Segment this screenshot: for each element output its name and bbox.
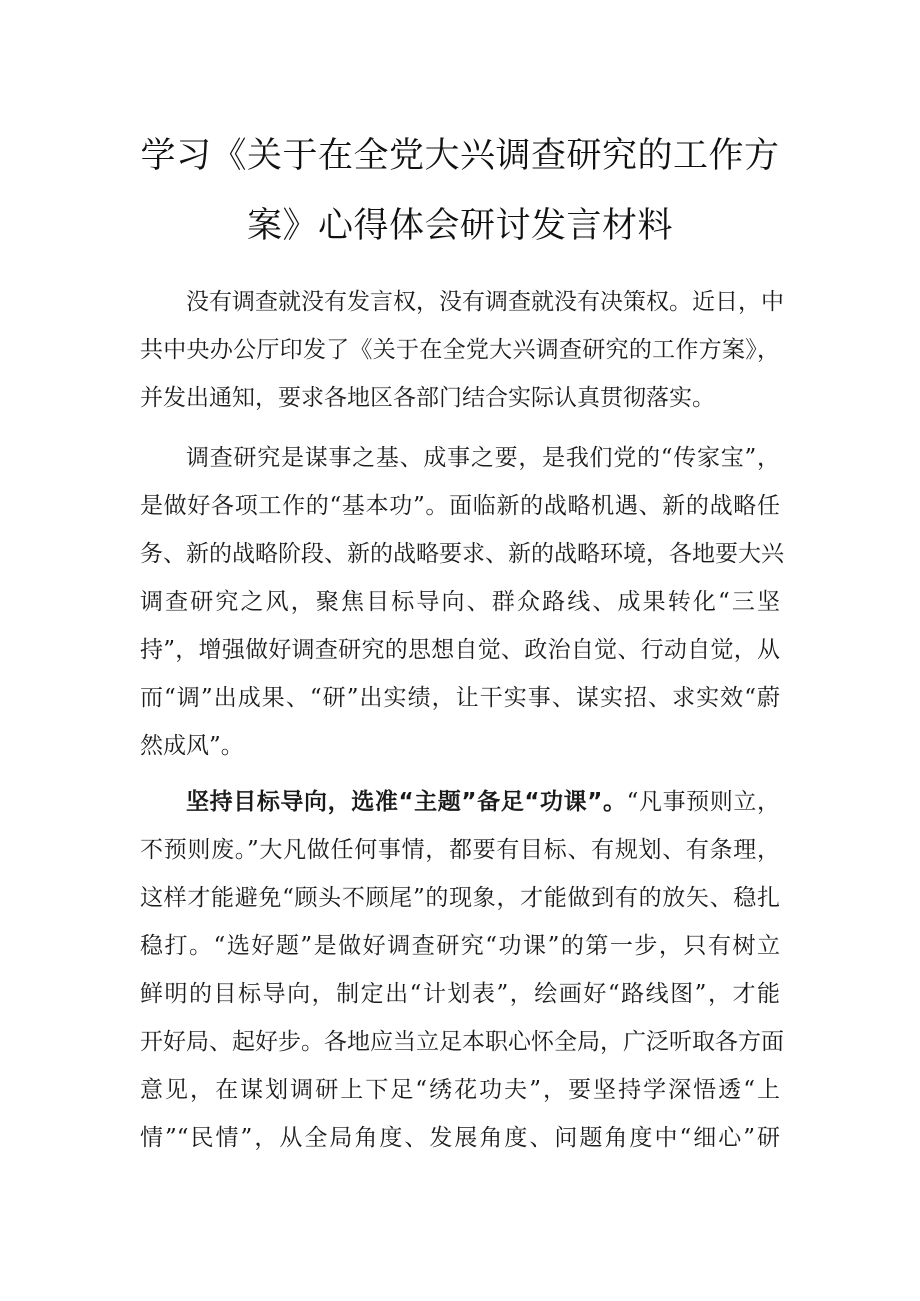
paragraph-line: 调查研究之风，聚焦目标导向、群众路线、成果转化“三坚	[140, 589, 780, 615]
paragraph-line: 开好局、起好步。各地应当立足本职心怀全局，广泛听取各方面	[140, 1029, 784, 1055]
document-title-line-1: 学习《关于在全党大兴调查研究的工作方	[140, 136, 780, 176]
paragraph-line: 并发出通知，要求各地区各部门结合实际认真贯彻落实。	[140, 385, 715, 411]
paragraph-line: 而“调”出成果、“研”出实绩，让干实事、谋实招、求实效“蔚	[140, 685, 780, 711]
paragraph-line: 不预则废。”大凡做任何事情，都要有目标、有规划、有条理，	[140, 837, 780, 863]
paragraph-line: 鲜明的目标导向，制定出“计划表”，绘画好“路线图”，才能	[140, 981, 780, 1007]
paragraph-text: “凡事预则立，	[626, 789, 780, 815]
paragraph-line: 这样才能避免“顾头不顾尾”的现象，才能做到有的放矢、稳扎	[140, 885, 780, 911]
paragraph-line: 情”“民情”，从全局角度、发展角度、问题角度中“细心”研	[140, 1125, 780, 1151]
paragraph-line: 是做好各项工作的“基本功”。面临新的战略机遇、新的战略任	[140, 493, 780, 519]
paragraph-line: 调查研究是谋事之基、成事之要，是我们党的“传家宝”，	[186, 445, 780, 471]
paragraph-line: 共中央办公厅印发了《关于在全党大兴调查研究的工作方案》，	[140, 337, 780, 363]
paragraph-line: 没有调查就没有发言权，没有调查就没有决策权。近日，中	[186, 289, 784, 315]
paragraph-line: 务、新的战略阶段、新的战略要求、新的战略环境，各地要大兴	[140, 541, 784, 567]
paragraph-heading: 坚持目标导向，选准“主题”备足“功课”。	[186, 789, 627, 815]
paragraph-first-line	[186, 778, 780, 826]
document-title-line-2: 案》心得体会研讨发言材料	[246, 206, 673, 246]
paragraph-line: 稳打。“选好题”是做好调查研究“功课”的第一步，只有树立	[140, 933, 780, 959]
paragraph-line: 然成风”。	[140, 733, 244, 759]
paragraph-line: 持”，增强做好调查研究的思想自觉、政治自觉、行动自觉，从	[140, 637, 780, 663]
paragraph-line: 意见，在谋划调研上下足“绣花功夫”，要坚持学深悟透“上	[140, 1077, 780, 1103]
